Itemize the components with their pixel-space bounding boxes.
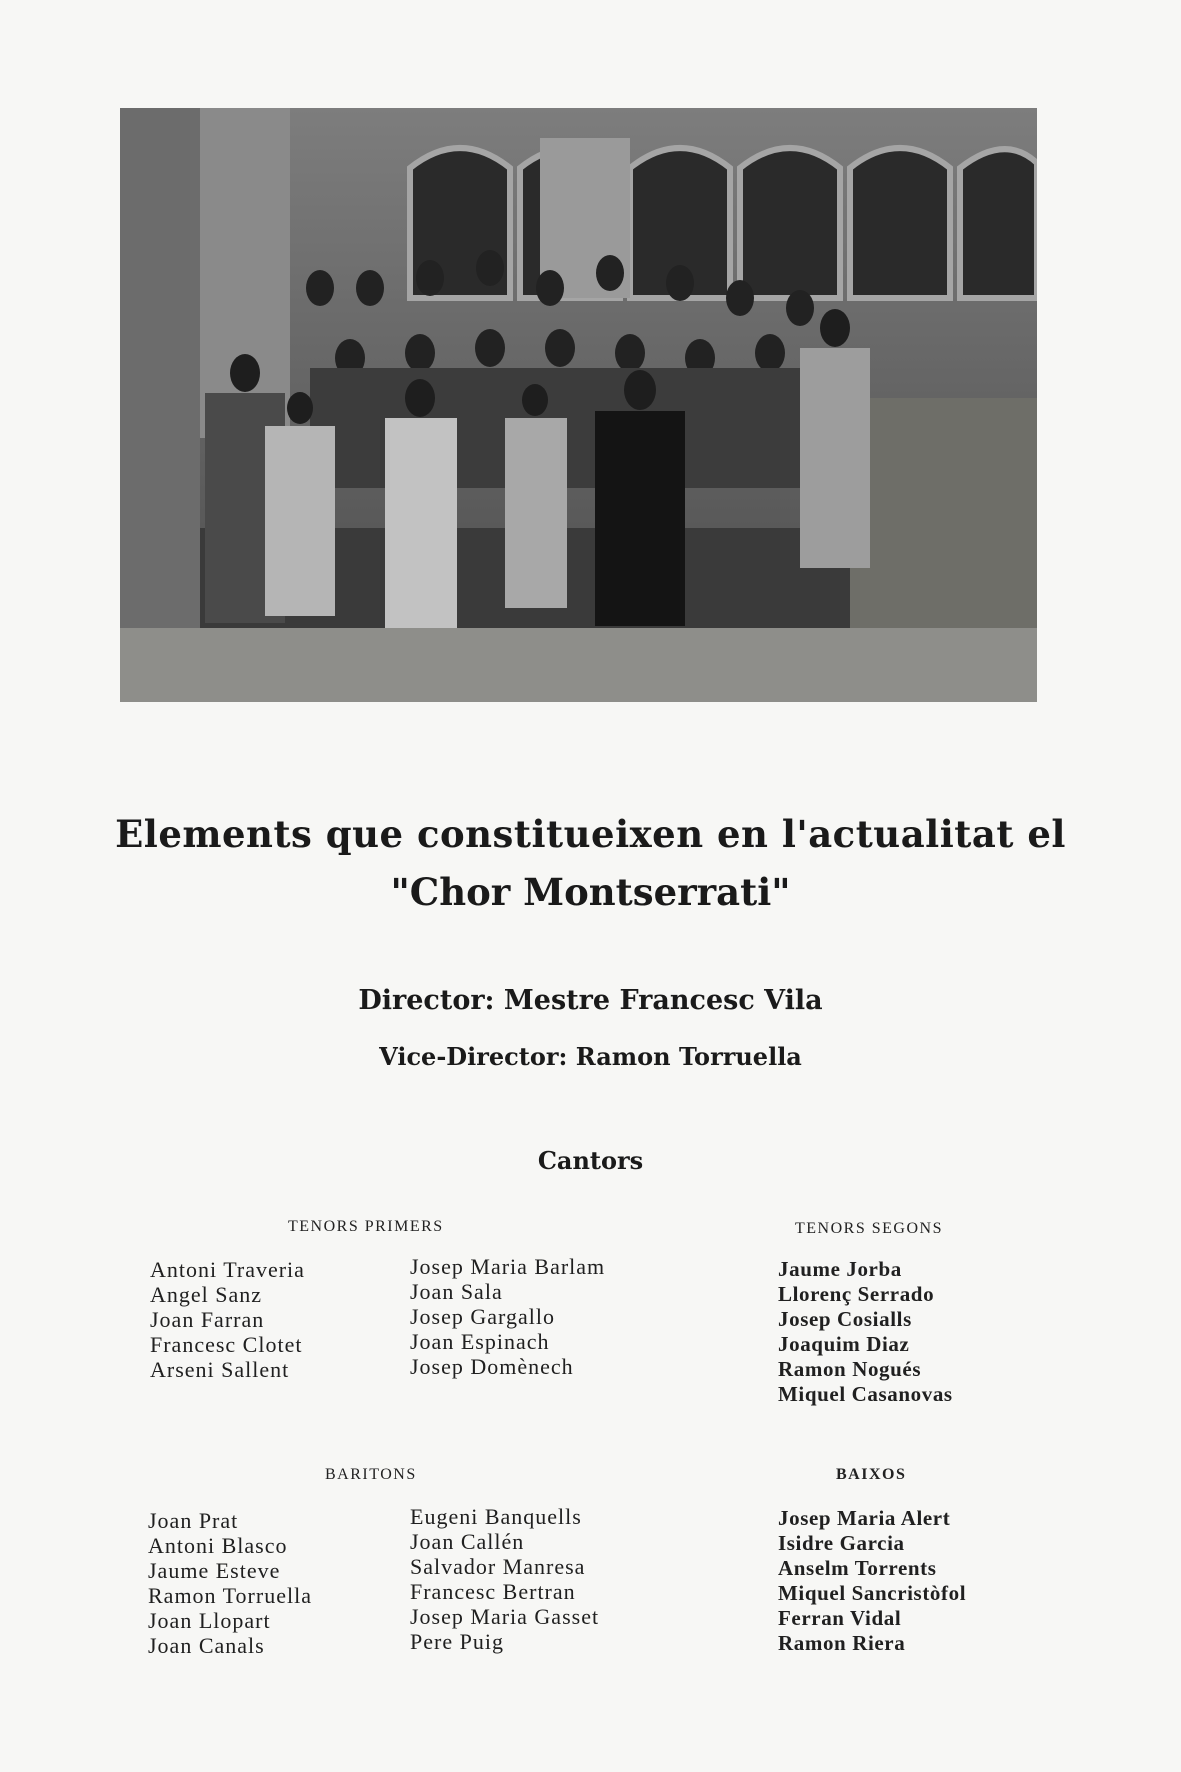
singer-name: Miquel Casanovas	[778, 1382, 953, 1406]
singer-name: Anselm Torrents	[778, 1556, 937, 1580]
singer-name: Pere Puig	[410, 1629, 504, 1654]
singer-name: Josep Maria Alert	[778, 1506, 951, 1530]
singer-name: Miquel Sancristòfol	[778, 1581, 967, 1605]
singer-name: Llorenç Serrado	[778, 1282, 935, 1306]
group-photo	[120, 108, 1037, 702]
vice-director-line: Vice-Director: Ramon Torruella	[379, 1042, 802, 1071]
baritons-col1	[148, 1508, 312, 1658]
singer-name: Ferran Vidal	[778, 1606, 902, 1630]
singer-name: Joan Llopart	[148, 1608, 271, 1633]
singer-name: Salvador Manresa	[410, 1554, 586, 1579]
singer-name: Joan Farran	[150, 1307, 265, 1332]
singer-name: Joaquim Diaz	[778, 1332, 910, 1356]
baritons-col2	[410, 1504, 599, 1654]
singer-name: Ramon Riera	[778, 1631, 906, 1655]
section-label-tenors-primers: TENORS PRIMERS	[288, 1218, 444, 1235]
singer-name: Josep Gargallo	[410, 1304, 555, 1329]
baixos-col1	[778, 1506, 966, 1656]
section-label-tenors-segons: TENORS SEGONS	[795, 1220, 943, 1237]
singer-name: Joan Sala	[410, 1279, 503, 1304]
singer-name: Arseni Sallent	[150, 1357, 290, 1382]
singer-name: Ramon Nogués	[778, 1357, 922, 1381]
director-line: Director: Mestre Francesc Vila	[358, 985, 823, 1016]
page-title-line2: "Chor Montserrati"	[390, 870, 791, 914]
tenors-segons-col1	[778, 1257, 953, 1407]
page-title-line1: Elements que constitueixen en l'actualitat el	[115, 812, 1066, 856]
cantors-heading: Cantors	[537, 1146, 644, 1175]
section-label-baixos: BAIXOS	[836, 1466, 907, 1483]
tenors-primers-col2	[410, 1254, 605, 1379]
singer-name: Eugeni Banquells	[410, 1504, 582, 1529]
singer-name: Ramon Torruella	[148, 1583, 312, 1608]
singer-name: Joan Canals	[148, 1633, 265, 1658]
singer-name: Josep Cosialls	[778, 1307, 912, 1331]
singer-name: Jaume Jorba	[778, 1257, 902, 1281]
singer-name: Isidre Garcia	[778, 1531, 905, 1555]
group-photo-image	[120, 108, 1037, 702]
singer-name: Jaume Esteve	[148, 1558, 281, 1583]
section-label-baritons: BARITONS	[325, 1466, 417, 1483]
singer-name: Josep Domènech	[410, 1354, 574, 1379]
singer-name: Francesc Bertran	[410, 1579, 576, 1604]
singer-name: Josep Maria Gasset	[410, 1604, 600, 1629]
singer-name: Angel Sanz	[150, 1282, 263, 1307]
tenors-primers-col1	[150, 1257, 305, 1382]
singer-name: Josep Maria Barlam	[410, 1254, 606, 1279]
singer-name: Joan Prat	[148, 1508, 239, 1533]
singer-name: Francesc Clotet	[150, 1332, 303, 1357]
singer-name: Antoni Blasco	[148, 1533, 288, 1558]
singer-name: Joan Callén	[410, 1529, 525, 1554]
singer-name: Joan Espinach	[410, 1329, 550, 1354]
singer-name: Antoni Traveria	[150, 1257, 305, 1282]
